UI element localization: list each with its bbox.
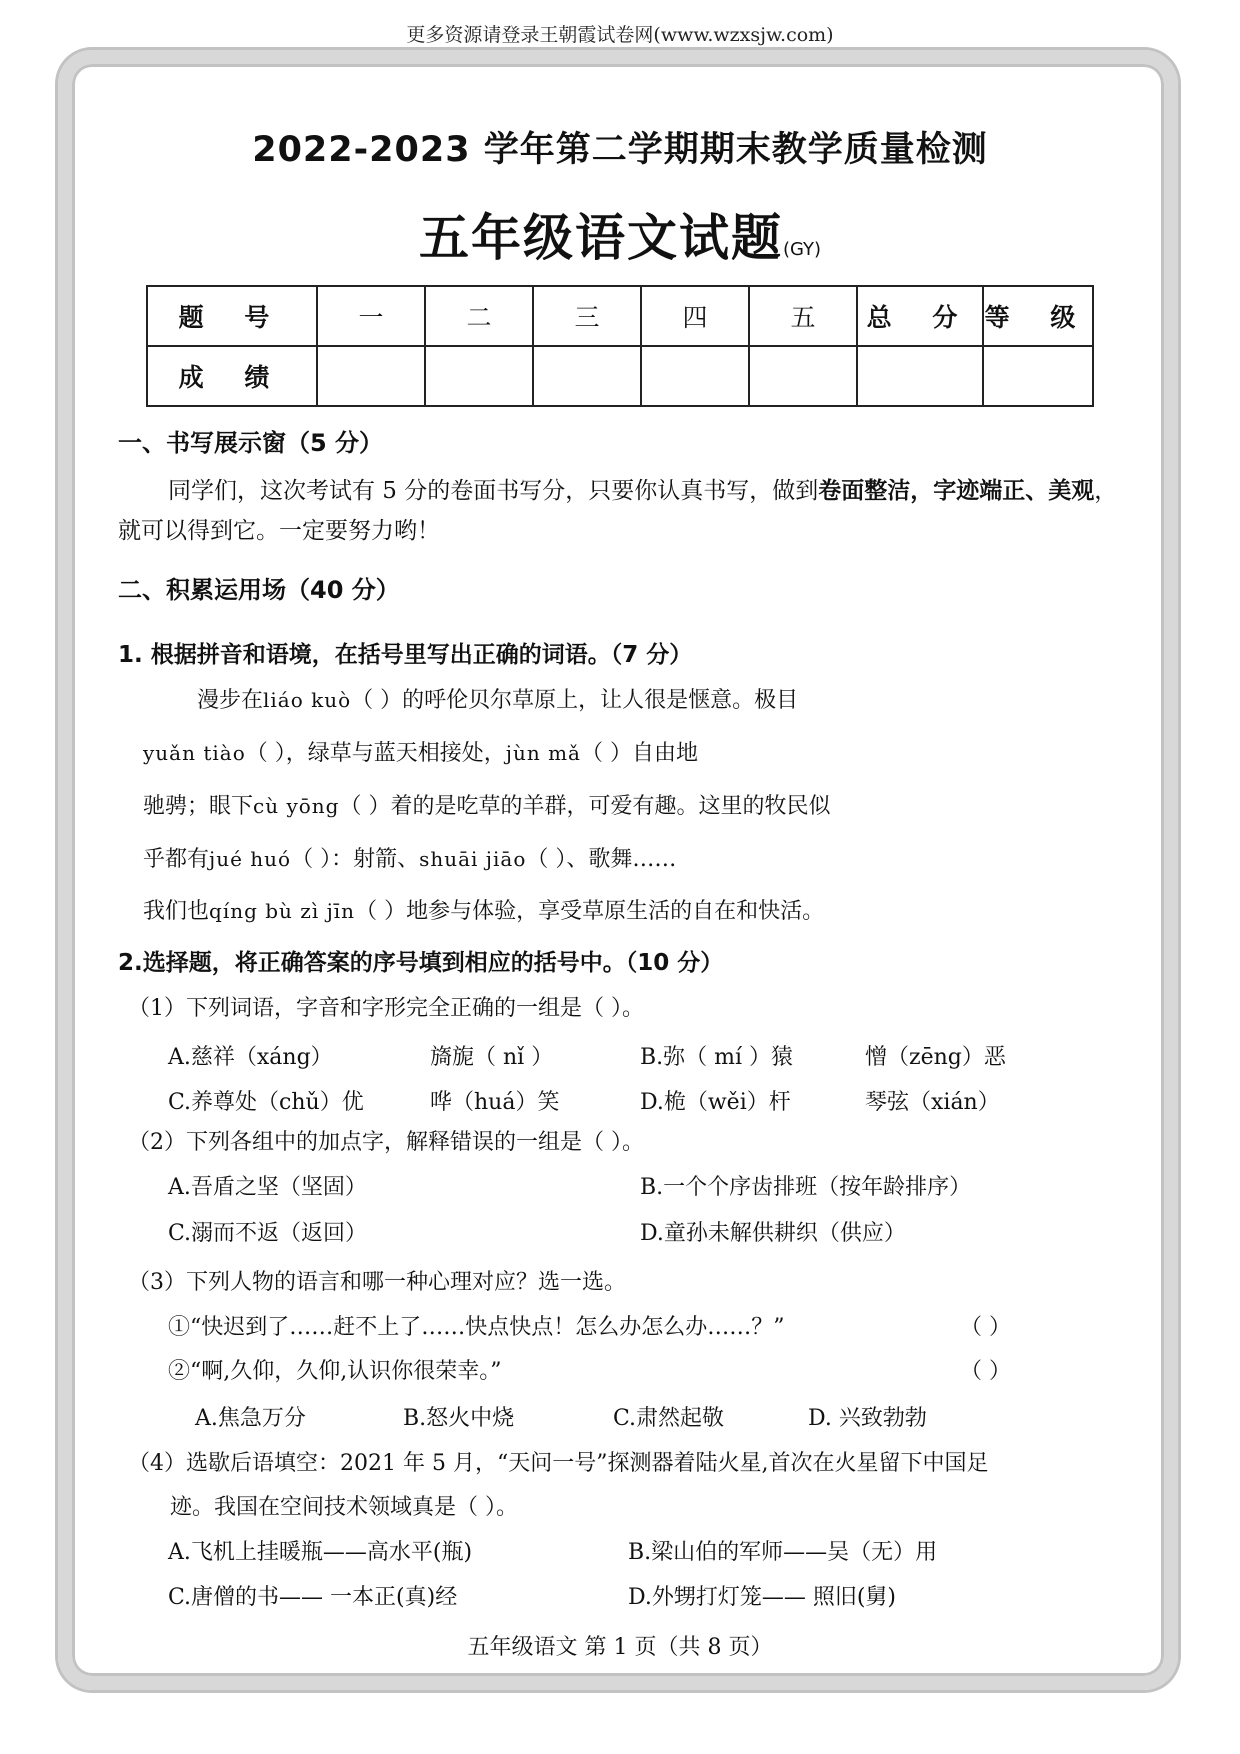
score-header-cell: 三 (533, 286, 641, 346)
q1-title: 1. 根据拼音和语境，在括号里写出正确的词语。（7 分） (118, 642, 693, 668)
q2-1-option-b1: B.弥（ mí ）猿 (640, 1045, 794, 1070)
score-cell[interactable] (317, 346, 425, 406)
pinyin: shuāi jiāo (419, 847, 527, 871)
q1-text: （ ）：射箭、 (291, 847, 420, 872)
pinyin: jué huó (209, 847, 292, 871)
exam-subject-title (0, 198, 1240, 270)
q1-text: （ ）着的是吃草的羊群，可爱有趣。这里的牧民似 (339, 794, 831, 819)
score-header-cell: 一 (317, 286, 425, 346)
q1-text: （ ）地参与体验，享受草原生活的自在和快活。 (355, 899, 825, 924)
title-suffix: (GY) (782, 239, 822, 260)
q2-3-item-2: ②“啊,久仰，久仰,认识你很荣幸。” (168, 1359, 502, 1384)
q2-3-option-a: A.焦急万分 (195, 1406, 306, 1431)
q1-text: （ ）的呼伦贝尔草原上，让人很是惬意。极目 (351, 688, 799, 713)
q2-2-option-a: A.吾盾之坚（坚固） (168, 1175, 367, 1200)
q2-3-stem: （3）下列人物的语言和哪一种心理对应？选一选。 (128, 1270, 626, 1295)
q2-4-option-b: B.梁山伯的军师——吴（无）用 (628, 1540, 938, 1565)
q1-text: 我们也 (143, 899, 210, 924)
subject-title-text: 五年级语文试题 (418, 209, 783, 267)
q1-line-5 (143, 894, 1123, 925)
q1-line-2 (143, 736, 1123, 767)
q2-4-stem-2: 迹。我国在空间技术领域真是（ ）。 (170, 1495, 518, 1520)
score-cell[interactable] (425, 346, 533, 406)
q2-1-option-a2: 旖旎（ nǐ ） (430, 1045, 554, 1070)
q2-1-option-b2: 憎（zēng）恶 (865, 1045, 1006, 1070)
score-cell[interactable] (983, 346, 1093, 406)
score-header-cell: 五 (749, 286, 857, 346)
q2-2-option-c: C.溺而不返（返回） (168, 1221, 368, 1246)
q1-text: 漫步在 (197, 688, 264, 713)
score-header-cell: 四 (641, 286, 749, 346)
q2-3-option-c: C.肃然起敬 (613, 1406, 725, 1431)
q2-4-option-d: D.外甥打灯笼—— 照旧(舅) (628, 1585, 897, 1610)
q2-4-option-c: C.唐僧的书—— 一本正(真)经 (168, 1585, 458, 1610)
q2-title: 2.选择题，将正确答案的序号填到相应的括号中。（10 分） (118, 950, 724, 976)
score-cell[interactable] (857, 346, 983, 406)
q1-text: （ ）、歌舞…… (526, 847, 677, 872)
q1-text: 乎都有 (143, 847, 210, 872)
q2-1-option-d1: D.桅（wěi）杆 (640, 1090, 791, 1115)
q2-2-stem: （2）下列各组中的加点字，解释错误的一组是（ ）。 (128, 1130, 644, 1155)
score-cell[interactable] (749, 346, 857, 406)
pinyin: qíng bù zì jīn (209, 899, 356, 923)
score-row-label: 成 绩 (147, 346, 317, 406)
pinyin: liáo kuò (263, 688, 352, 712)
q2-1-option-c1: C.养尊处（chǔ）优 (168, 1090, 364, 1115)
score-table (146, 285, 1094, 407)
q2-1-option-a1: A.慈祥（xáng） (168, 1045, 333, 1070)
q2-1-option-c2: 哗（huá）笑 (430, 1090, 560, 1115)
section-1-text-a: 同学们，这次考试有 5 分的卷面书写分，只要你认真书写，做到 (168, 478, 819, 504)
score-value-row (147, 346, 1093, 406)
exam-title: 2022-2023 学年第二学期期末教学质量检测 (252, 130, 988, 170)
q2-1-stem: （1）下列词语，字音和字形完全正确的一组是（ ）。 (128, 996, 644, 1021)
q1-text: （ ），绿草与蓝天相接处， (245, 741, 506, 766)
source-note: 更多资源请登录王朝霞试卷网(www.wzxsjw.com) (406, 24, 834, 46)
answer-paren[interactable]: （ ） (960, 1359, 1011, 1384)
section-2-heading: 二、积累运用场（40 分） (118, 576, 400, 604)
q1-text: （ ）自由地 (580, 741, 698, 766)
score-header-cell: 等 级 (983, 286, 1093, 346)
q1-line-3 (143, 789, 1123, 820)
section-1-text-b: ，就可以得到它。一定要努力哟！ (118, 478, 1118, 544)
q2-3-item-1: ①“快迟到了……赶不上了……快点快点！怎么办怎么办……？” (168, 1315, 785, 1340)
q1-line-4 (143, 842, 1123, 873)
score-header-row (147, 286, 1093, 346)
section-1-text-bold: 卷面整洁，字迹端正、美观 (818, 478, 1095, 504)
pinyin: yuǎn tiào (143, 741, 246, 765)
score-header-cell: 二 (425, 286, 533, 346)
score-header-cell: 题 号 (147, 286, 317, 346)
q2-4-stem-1: （4）选歇后语填空：2021 年 5 月，“天问一号”探测器着陆火星,首次在火星留下中国足 (128, 1451, 989, 1476)
pinyin: cù yōng (253, 794, 340, 818)
section-1-heading: 一、书写展示窗（5 分） (118, 429, 384, 457)
score-header-cell: 总 分 (857, 286, 983, 346)
q2-2-option-b: B.一个个序齿排班（按年龄排序） (640, 1175, 972, 1200)
q2-1-option-d2: 琴弦（xián） (865, 1090, 1000, 1115)
section-1-text (118, 471, 1128, 551)
q2-2-option-d: D.童孙未解供耕织（供应） (640, 1221, 906, 1246)
page-footer: 五年级语文 第 1 页（共 8 页） (467, 1635, 773, 1660)
score-cell[interactable] (533, 346, 641, 406)
answer-paren[interactable]: （ ） (960, 1315, 1011, 1340)
pinyin: jùn mǎ (505, 741, 581, 765)
q1-text: 驰骋；眼下 (143, 794, 254, 819)
q2-4-option-a: A.飞机上挂暖瓶——高水平(瓶) (168, 1540, 473, 1565)
q2-3-option-b: B.怒火中烧 (403, 1406, 515, 1431)
q2-3-option-d: D. 兴致勃勃 (808, 1406, 927, 1431)
q1-line-1 (197, 683, 1123, 714)
score-cell[interactable] (641, 346, 749, 406)
